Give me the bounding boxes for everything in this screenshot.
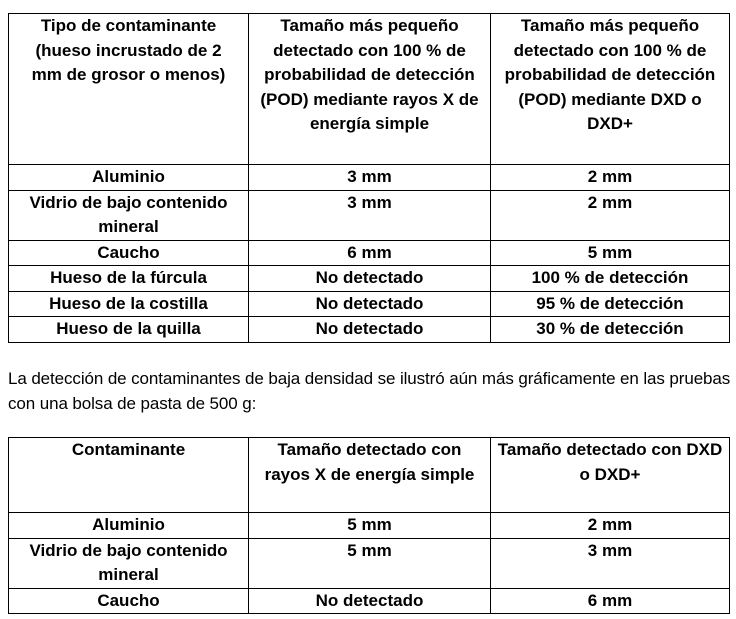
table-cell: 5 mm (249, 538, 491, 588)
header-cell: Tipo de contaminante (hueso incrustado de 2 mm de grosor o menos) (9, 14, 249, 165)
header-cell: Tamaño detectado con rayos X de energía simple (249, 438, 491, 513)
table-header-row (9, 438, 730, 513)
table-header-row (9, 14, 730, 165)
table-cell: 6 mm (491, 588, 730, 614)
table-cell: 5 mm (491, 240, 730, 266)
table-row (9, 190, 730, 240)
table-cell: 3 mm (249, 165, 491, 191)
table-cell: 100 % de detección (491, 266, 730, 292)
table-cell: 2 mm (491, 165, 730, 191)
table-row (9, 240, 730, 266)
table-cell: 5 mm (249, 513, 491, 539)
detection-table-1 (8, 13, 730, 343)
table-cell: Hueso de la costilla (9, 291, 249, 317)
table-row (9, 291, 730, 317)
detection-table-2 (8, 437, 730, 614)
table-row (9, 588, 730, 614)
table-row (9, 317, 730, 343)
table-cell: Caucho (9, 588, 249, 614)
table-cell: Aluminio (9, 165, 249, 191)
table-cell: 2 mm (491, 190, 730, 240)
table-cell: 2 mm (491, 513, 730, 539)
table-cell: 3 mm (249, 190, 491, 240)
table-cell: Hueso de la quilla (9, 317, 249, 343)
table-cell: 30 % de detección (491, 317, 730, 343)
table-cell: 3 mm (491, 538, 730, 588)
header-cell: Tamaño más pequeño detectado con 100 % de probabilidad de detección (POD) mediante DXD o DXD+ (491, 14, 730, 165)
table-row (9, 538, 730, 588)
table-cell: No detectado (249, 266, 491, 292)
header-cell: Tamaño detectado con DXD o DXD+ (491, 438, 730, 513)
table-cell: No detectado (249, 291, 491, 317)
header-cell: Tamaño más pequeño detectado con 100 % de probabilidad de detección (POD) mediante rayos X de energía simple (249, 14, 491, 165)
table-row (9, 165, 730, 191)
table-row (9, 266, 730, 292)
table-cell: No detectado (249, 588, 491, 614)
table-cell: Hueso de la fúrcula (9, 266, 249, 292)
table-row (9, 513, 730, 539)
table-cell: Vidrio de bajo contenido mineral (9, 538, 249, 588)
table-cell: No detectado (249, 317, 491, 343)
table-cell: Caucho (9, 240, 249, 266)
header-cell: Contaminante (9, 438, 249, 513)
table-cell: Vidrio de bajo contenido mineral (9, 190, 249, 240)
table-cell: 95 % de detección (491, 291, 730, 317)
body-paragraph: La detección de contaminantes de baja densidad se ilustró aún más gráficamente en las pruebas con una bolsa de pasta de 500 g: (8, 369, 731, 413)
table-cell: 6 mm (249, 240, 491, 266)
table-cell: Aluminio (9, 513, 249, 539)
